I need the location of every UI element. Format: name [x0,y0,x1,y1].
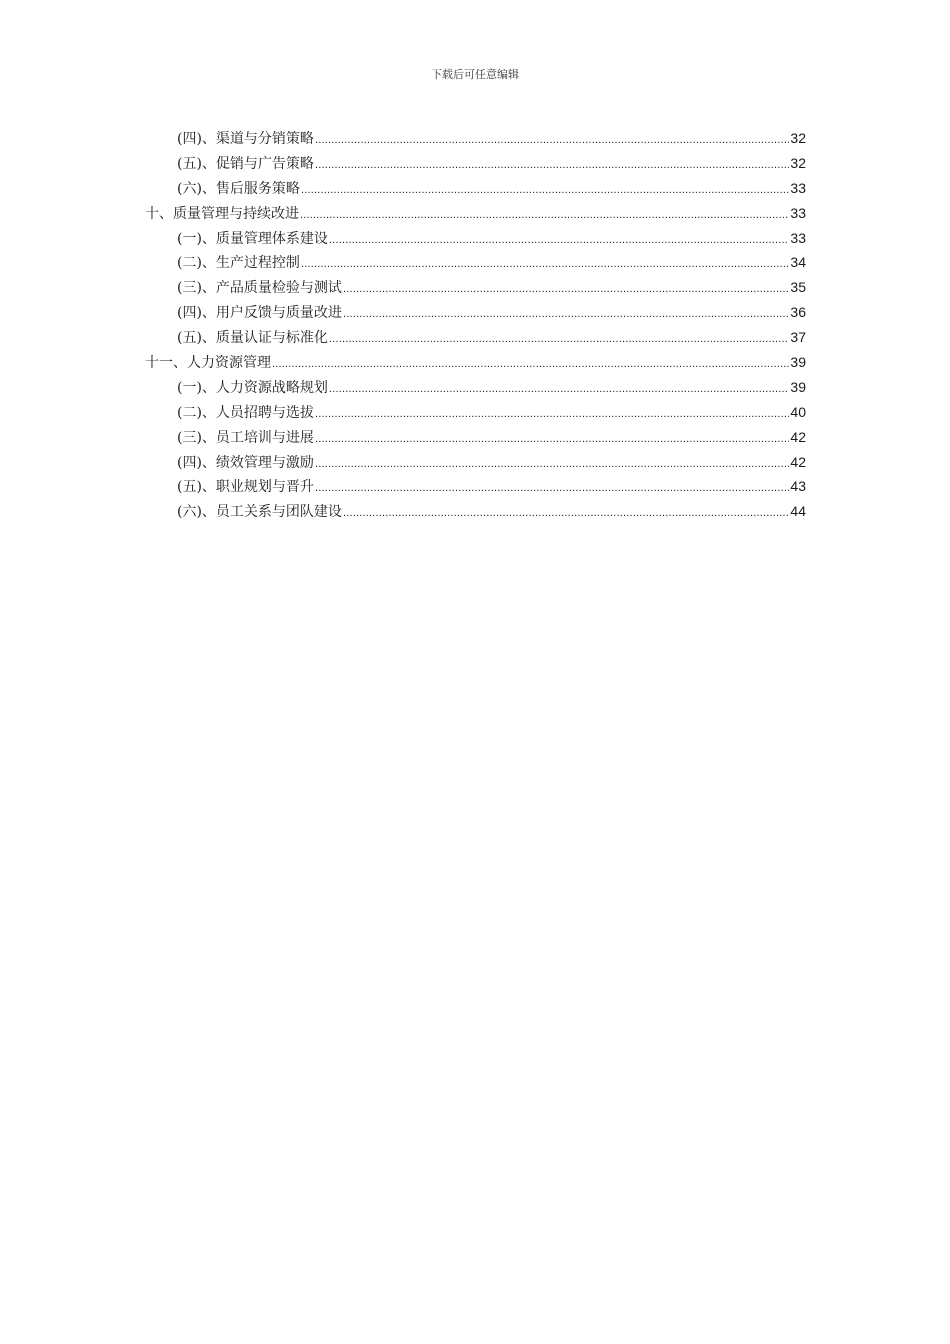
toc-page-number: 44 [790,503,806,520]
toc-entry-title: (一)、人力资源战略规划 [177,379,328,396]
toc-entry-title: (三)、产品质量检验与测试 [177,280,342,297]
toc-page-number: 36 [790,304,806,321]
toc-entry-title: (四)、绩效管理与激励 [177,454,314,471]
page-header: 下载后可任意编辑 [431,68,519,81]
toc-entry[interactable] [145,474,806,499]
toc-entry[interactable] [145,226,806,251]
toc-page-number: 32 [790,154,806,171]
toc-entry-title: (四)、渠道与分销策略 [177,131,314,147]
toc-dot-leader [300,203,789,228]
toc-dot-leader [315,128,789,153]
toc-dot-leader [315,476,789,501]
toc-dot-leader [329,327,789,352]
toc-page-number: 34 [790,254,806,271]
toc-entry[interactable] [145,499,806,524]
toc-page-number: 39 [790,354,806,371]
toc-dot-leader [301,178,789,203]
toc-dot-leader [343,501,789,526]
toc-dot-leader [272,352,789,377]
toc-page-number: 33 [790,204,806,221]
toc-page-number: 42 [790,453,806,470]
toc-page-number: 33 [790,179,806,196]
toc-entry[interactable] [145,126,806,151]
toc-entry-title: (四)、用户反馈与质量改进 [177,305,342,322]
toc-entry[interactable] [145,450,806,475]
toc-entry[interactable] [145,325,806,350]
toc-dot-leader [315,153,789,178]
toc-dot-leader [329,228,789,253]
toc-entry-chapter[interactable] [145,201,806,226]
toc-page-number: 43 [790,478,806,495]
toc-entry[interactable] [145,176,806,201]
toc-dot-leader [343,277,789,302]
toc-dot-leader [315,427,789,452]
toc-entry[interactable] [145,250,806,275]
toc-dot-leader [301,252,789,277]
toc-dot-leader [315,452,789,477]
toc-entry-title: (二)、人员招聘与选拔 [177,404,314,421]
toc-entry-title: (五)、质量认证与标准化 [177,330,328,347]
toc-entry[interactable] [145,275,806,300]
toc-entry-title: 十一、人力资源管理 [145,355,271,372]
toc-dot-leader [329,377,789,402]
toc-entry-title: (一)、质量管理体系建设 [177,230,328,247]
toc-entry[interactable] [145,400,806,425]
toc-entry-title: (五)、促销与广告策略 [177,155,314,172]
toc-entry-title: (五)、职业规划与晋升 [177,479,314,496]
toc-page-number: 32 [790,130,806,146]
toc-entry[interactable] [145,425,806,450]
toc-entry[interactable] [145,151,806,176]
toc-page-number: 39 [790,378,806,395]
table-of-contents [145,126,806,524]
toc-entry[interactable] [145,300,806,325]
toc-entry-chapter[interactable] [145,350,806,375]
toc-entry-title: 十、质量管理与持续改进 [145,205,299,222]
toc-page-number: 37 [790,329,806,346]
toc-entry-title: (六)、员工关系与团队建设 [177,504,342,521]
toc-dot-leader [315,402,789,427]
toc-page-number: 42 [790,428,806,445]
toc-entry[interactable] [145,375,806,400]
toc-page-number: 40 [790,403,806,420]
toc-entry-title: (六)、售后服务策略 [177,180,300,197]
toc-entry-title: (三)、员工培训与进展 [177,429,314,446]
toc-dot-leader [343,302,789,327]
toc-page-number: 35 [790,279,806,296]
toc-entry-title: (二)、生产过程控制 [177,255,300,272]
toc-page-number: 33 [790,229,806,246]
